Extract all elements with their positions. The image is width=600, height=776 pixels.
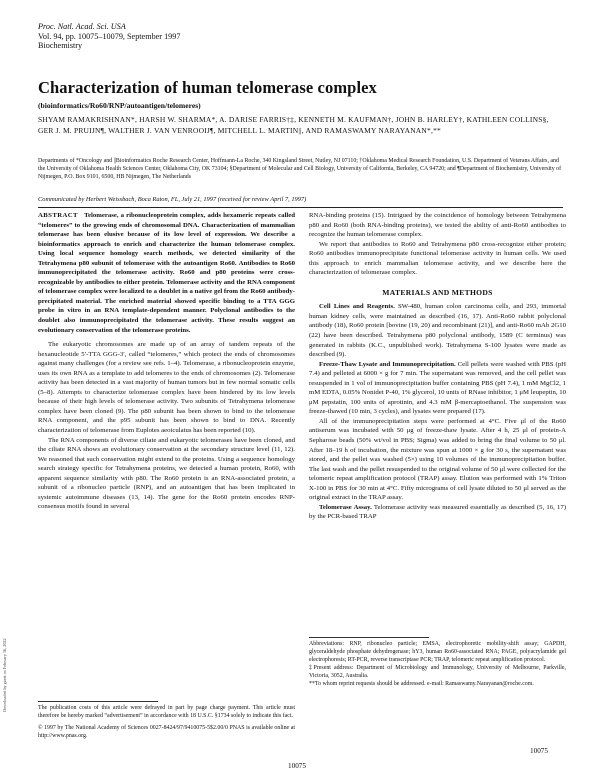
- subheading: Freeze-Thaw Lysate and Immunoprecipitation.: [319, 360, 456, 368]
- right-footnotes: [309, 633, 566, 688]
- body-paragraph: RNA-binding proteins (15). Intrigued by the coincidence of homology between Tetrahymena p80 and Ro60 (both RNA-binding proteins), we tested the ability of anti-Ro60 antibodies to recognize the human telomerase complex.: [309, 212, 566, 239]
- methods-paragraph: [309, 417, 566, 503]
- header-divider: [38, 207, 563, 208]
- body-paragraph: We report that antibodies to Ro60 and Tetrahymena p80 cross-recognize either protein; Ro60 antibodies immunoprecipitate functional telomerase activity in human cells. We used this approach to enrich mammalian telomerase activity, and we describe here the characterization of telomerase complex.: [309, 240, 566, 277]
- right-column: [309, 211, 566, 522]
- journal-header: [38, 22, 180, 51]
- page-number: 10075: [530, 747, 548, 755]
- communicated-by: Communicated by Herbert Weissbach, Boca Raton, FL, July 21, 1997 (received for review April 7, 1997): [38, 196, 307, 203]
- methods-paragraph: [309, 503, 566, 522]
- paragraph-text: Cell pellets were washed with PBS (pH 7.4) and pelleted at 6000 × g for 7 min. The supernatant was removed, and the cell pellet was resuspended in 1 vol of immunoprecipitation buffer containing PBS (pH 7.4), 1 mM MgCl2, 1 mM EDTA, 0.05% Nonidet P-40, 1% glycerol, 10 units of RNase inhibitor, 1 μM leupeptin, 10 μM pepstatin, 100 units of aprotinin, and 4.3 mM β-mercaptoethanol. The suspension was freeze-thawed (10 min, 3 cycles), and lysates were prepared (17).: [309, 360, 567, 416]
- paragraph-text: All of the immunoprecipitation steps were performed at 4°C. Five μl of the Ro60 antiserum was incubated with 50 μg of freeze-thaw lysate. After 4 h, 25 μl of protein-A Sepharose beads (50% wt/vol in PBS; Sigma) was added to bring the final volume to 50 μl. After 18–19 h of incubation, the mixture was spun at 1000 × g for 30 s, the supernatant was stored, and the pellet was washed (5×) using 10 volumes of the immunoprecipitation buffer. The last wash and the pellet resuspended to the original volume of 50 μl were collected for the telomeric repeat amplification protocol (TRAP) assay. Elution was performed with 1% Triton X-100 in PBS for 30 min at 4°C. Fifty micrograms of cell lysate diluted to 50 μl served as the original extract in the TRAP assay.: [309, 417, 566, 502]
- author-list: SHYAM RAMAKRISHNAN*, HARSH W. SHARMA*, A. DARISE FARRIS†‡, KENNETH M. KAUFMAN†, JOHN B. HARLEY†, KATHLEEN COLLINS§, GER J. M. PRUIJN¶, WALTHER J. VAN VENROOIJ¶, MITCHELL L. MARTIN||, AND RAMASWAMY NARAYANAN*,**: [38, 115, 549, 135]
- body-paragraph: The eukaryotic chromosomes are made up of an array of tandem repeats of the hexanucleotide 5′-TTA GGG-3′, called “telomeres,” which protect the ends of chromosomes against many challenges (for a review see refs. 1–4). Telomerase, a ribonucleoprotein enzyme, uses its own RNA as a template to add telomeres to the ends of chromosomes (2). Telomerase activity has been detected in a vast majority of human tumors but in few normal somatic cells (5–8). Attempts to characterize telomerase complex have been hindered by its low levels because of their high levels of telomerase activity. Two subunits of Tetrahymena telomerase complex have been cloned (9). The p80 subunit has been shown to bind to the telomerase RNA component, and the p95 subunit has been shown to bind to DNA. Recently characterization of telomerase from Euplotes aeoiculatus has been reported (10).: [38, 341, 295, 435]
- footnote-divider: [38, 701, 158, 702]
- present-address-note: ‡Present address: Department of Microbiology and Immunology, University of Melbourne, Parkville, Victoria, 3052, Australia.: [309, 664, 566, 679]
- body-paragraph: The RNA components of diverse ciliate and eukaryotic telomerases have been cloned, and the ciliate RNA shows an evolutionary conservation at the secondary structure level (11, 12). We reasoned that such conservation might extend to the proteins. Using a sequence homology search strategy specific for Tetrahymena proteins, we detected a human protein, Ro60, with apparent sequence similarity with p80. The Ro60 protein is an RNA-associated protein, a subunit of a ribonucleo particle (RNP), and an autoantigen that has been implicated in systemic autoimmune diseases (13, 14). The gene for the Ro60 protein encodes RNP-consensus motifs found in several: [38, 436, 295, 511]
- abstract-label: ABSTRACT: [38, 212, 78, 219]
- download-watermark: Downloaded by guest on February 16, 2022: [2, 638, 7, 712]
- paper-title: Characterization of human telomerase complex: [38, 78, 377, 97]
- affiliations: Departments of *Oncology and ||Bioinformatics Roche Research Center, Hoffmann-La Roche, 340 Kingsland Street, Nutley, NJ 07110; †Oklahoma Medical Research Foundation, U.S. Department of Veterans Affairs, and the University of Oklahoma Health Sciences Center, Oklahoma City, OK 73104; §Department of Molecular and Cell Biology, University of California, Berkeley, CA 94720; and ¶Department of Biochemistry, University of Nijmegen, P.O. Box 9101, 6500, HB Nijmegen, The Netherlands: [38, 158, 562, 181]
- copyright-note: © 1997 by The National Academy of Sciences 0027-8424/97/9410075-5$2.00/0 PNAS is available online at http://www.pnas.org.: [38, 724, 295, 739]
- paragraph-text: Telomerase activity was measured essentially as described (5, 16, 17) by the PCR-based TRAP: [309, 503, 567, 521]
- reprint-note: **To whom reprint requests should be addressed. e-mail: Ramaswamy.Narayanan@roche.com.: [309, 680, 534, 687]
- journal-section: Biochemistry: [38, 41, 83, 51]
- keywords: (bioinformatics/Ro60/RNP/autoantigen/telomeres): [38, 101, 201, 110]
- methods-heading: MATERIALS AND METHODS: [382, 287, 493, 297]
- paragraph-text: SW-480, human colon carcinoma cells, and 293, immortal human kidney cells, were maintained as described (16, 17). Anti-Ro60 rabbit polyclonal antibody (18), Ro60 protein [bovine (19, 20) and recombinant (21)], and anti-Ro60 mAb 2G10 (22) have been described. Tetrahymena p80 polyclonal antibody, 1589 (C terminus) was generated in rabbits (K.C., unpublished work). Tetrahymena S-100 lysates were made as described (9).: [309, 303, 566, 359]
- methods-paragraph: [309, 302, 566, 359]
- subheading: Cell Lines and Reagents.: [319, 303, 395, 311]
- abbreviations-note: Abbreviations: RNP, ribonucleo particle; EMSA, electrophoretic mobility-shift assay; GAPDH, glyceraldehyde phosphate dehydrogenase; hY3, human Ro60-associated RNA; PAGE, polyacrylamide gel electrophoresis; RT-PCR, reverse transcriptase PCR; TRAP, telomeric repeat amplification protocol.: [309, 641, 566, 663]
- page-number-bottom: 10075: [288, 762, 306, 770]
- abstract-text: Telomerase, a ribonucleoprotein complex, adds hexameric repeats called “telomeres” to the growing ends of chromosomal DNA. Characterization of mammalian telomerase has been elusive because of its low level of expression. We describe a bioinformatics approach to enrich and characterize the human telomerase complex. Using local sequence homology search methods, we detected similarity of the Tetrahymena p80 subunit of telomerase with the autoantigen Ro60. Antibodies to Ro60 immunoprecipitated the telomerase activity. Ro60 and p80 proteins were cross-recognizable by antibodies to either protein. Telomerase activity and the RNA component of telomerase complex were localized to a doublet in a native gel from the Ro60 antibody-precipitated material. The enriched material showed specific binding to a TTA GGG probe in vitro in an RNA template-dependent manner. Polyclonal antibodies to the doublet also immunoprecipitated the telomerase activity. These results suggest an evolutionary conservation of the telomerase proteins.: [38, 212, 295, 334]
- subheading: Telomerase Assay.: [319, 503, 372, 511]
- footnote-divider: [309, 637, 429, 638]
- left-footnotes: [38, 697, 295, 741]
- journal-volume: Vol. 94, pp. 10075–10079, September 1997: [38, 31, 181, 41]
- journal-name: Proc. Natl. Acad. Sci. USA: [38, 22, 126, 31]
- methods-paragraph: [309, 360, 566, 417]
- abstract: [38, 211, 295, 335]
- left-column: [38, 211, 295, 512]
- page-charge-note: The publication costs of this article were defrayed in part by page charge payment. This article must therefore be hereby marked “advertisement” in accordance with 18 U.S.C. §1734 solely to indicate this fact.: [38, 705, 295, 719]
